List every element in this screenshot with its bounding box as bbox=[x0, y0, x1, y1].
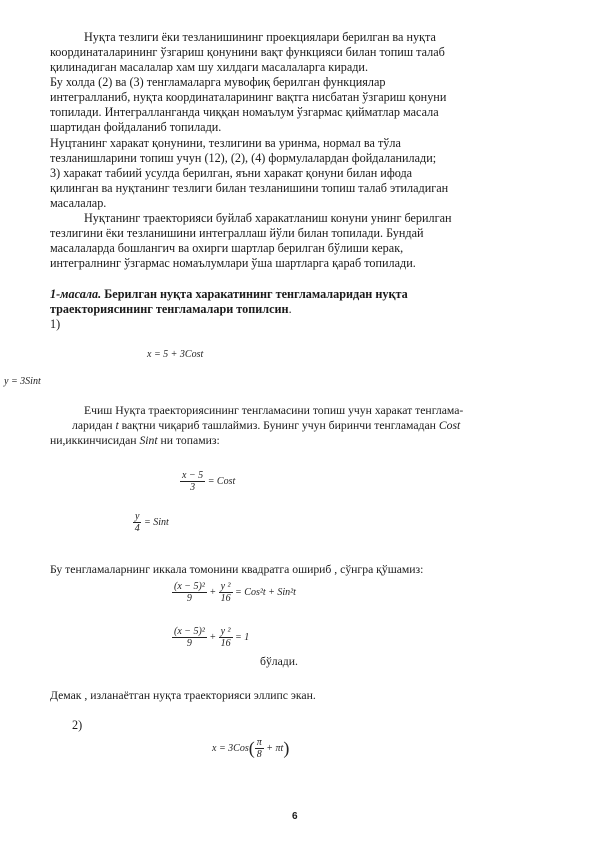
fraction-denominator: 16 bbox=[220, 638, 231, 649]
text-line: шартидан фойдаланиб топилади. bbox=[50, 120, 222, 134]
fraction bbox=[180, 470, 205, 493]
text-line: 3) харакат табиий усулда берилган, яъни харакат қонуни билан ифода bbox=[50, 166, 413, 180]
solution-text: ларидан bbox=[72, 419, 116, 432]
text-line: Нуқтанинг траекторияси буйлаб харакатланиш конуни унинг берилган bbox=[84, 211, 452, 225]
fraction bbox=[172, 626, 207, 649]
equation-ellipse: $\frac{\text{(x − 5)²}}{9}$ + $\frac{\text{y ²}}{16}$ = 1 bbox=[174, 626, 250, 649]
text-line: Нуцтанинг харакат қонунини, тезлигини ва уринма, нормал ва тўла bbox=[50, 136, 401, 150]
fraction bbox=[172, 581, 207, 604]
text-line: масалалар. bbox=[50, 196, 107, 210]
sint-term: Sint bbox=[139, 434, 158, 447]
equation-rhs: = Cos²t + Sin²t bbox=[235, 586, 296, 598]
conclusion-line: Демак , изланаётган нуқта траекторияси эллипс экан. bbox=[50, 689, 316, 702]
fraction-numerator: y ² bbox=[220, 626, 231, 637]
problem-heading-cont bbox=[50, 302, 292, 317]
problem-title-end: . bbox=[288, 302, 292, 316]
fraction bbox=[219, 581, 233, 604]
fraction-denominator: 16 bbox=[220, 593, 231, 604]
fraction-numerator: y ² bbox=[220, 581, 231, 592]
equation-rhs: = 1 bbox=[235, 631, 250, 643]
text-line: Бу холда (2) ва (3) тенгламаларга мувофиқ берилган функциялар bbox=[50, 75, 386, 89]
text-line: интегралнинг ўзгармас номаълумлари ўша шартларга қараб топилади. bbox=[50, 256, 416, 270]
equation-squared-sum: $\frac{\text{(x − 5)²}}{9}$ + $\frac{\text{y ²}}{16}$ = Cos²t + Sin²t bbox=[174, 581, 296, 604]
equation-rest: + πt bbox=[266, 742, 284, 754]
fraction bbox=[255, 737, 264, 760]
solution-text: ни топамиз: bbox=[157, 434, 220, 447]
item-number: 1) bbox=[50, 317, 61, 331]
fraction-denominator: 4 bbox=[134, 523, 140, 534]
equation-rhs: = Sint bbox=[143, 516, 169, 528]
fraction-denominator: 3 bbox=[190, 482, 196, 493]
solution-line bbox=[72, 418, 460, 433]
fraction-numerator: (x − 5)² bbox=[174, 581, 205, 592]
fraction-denominator: 9 bbox=[186, 638, 192, 649]
fraction-numerator: y bbox=[135, 511, 140, 522]
text-line: бўлади. bbox=[260, 655, 298, 668]
item-number: 2) bbox=[72, 718, 83, 732]
time-symbol: t bbox=[115, 419, 119, 432]
equation-sint bbox=[133, 511, 169, 534]
equation-x-cos: x = 3Cos( $\frac{\pi}{8}$ + πt) bbox=[212, 737, 290, 760]
text-line: Бу тенгламаларнинг иккала томонини квадратга ошириб , сўнгра қўшамиз: bbox=[50, 563, 424, 576]
equation-lhs: x = 3Cos bbox=[212, 742, 249, 754]
fraction bbox=[219, 626, 233, 649]
problem-title-2: траекториясининг тенгламалари топилсин bbox=[50, 302, 289, 316]
fraction-numerator: x − 5 bbox=[182, 470, 204, 481]
cost-term: Cost bbox=[438, 419, 461, 432]
text-line: қилинган ва нуқтанинг тезлиги билан тезланишини топиш талаб этиладиган bbox=[50, 181, 449, 195]
equation-x: x = 5 + 3Cost bbox=[147, 349, 204, 360]
text-line: координаталарининг ўзгариш қонунини вақт функцияси билан топиш талаб bbox=[50, 45, 445, 59]
solution-text: вақтни чиқариб ташлаймиз. Бунинг учун биринчи тенгламадан bbox=[118, 419, 439, 432]
text-line: масалаларда бошлангич ва охирги шартлар берилган бўлиши керак, bbox=[50, 241, 404, 255]
solution-line bbox=[50, 433, 220, 448]
problem-heading bbox=[50, 287, 408, 302]
text-line: интегралланиб, нуқта координаталарининг вақтга нисбатан ўзгариш қонуни bbox=[50, 90, 447, 104]
text-line: топилади. Интегралланганда чиққан номаълум ўзгармас қийматлар масала bbox=[50, 105, 439, 119]
fraction bbox=[133, 511, 141, 534]
fraction-numerator: (x − 5)² bbox=[174, 626, 205, 637]
equation-cost bbox=[180, 470, 235, 493]
solution-text: ни,иккинчисидан bbox=[50, 434, 140, 447]
text-line: тезлигини ёки тезланишини интеграллаш йўли билан топилади. Бундай bbox=[50, 226, 424, 240]
fraction-denominator: 9 bbox=[186, 593, 192, 604]
text-line: тезланишларини топиш учун (12), (2), (4) формулалардан фойдаланилади; bbox=[50, 151, 437, 165]
text-line: Нуқта тезлиги ёки тезланишининг проекциялари берилган ва нуқта bbox=[84, 30, 436, 44]
solution-line: Ечиш Нуқта траекториясининг тенгламасини топиш учун харакат тенглама- bbox=[84, 404, 464, 417]
fraction-denominator: 8 bbox=[256, 749, 262, 760]
fraction-numerator: π bbox=[256, 737, 262, 748]
problem-label: 1-масала. bbox=[50, 287, 102, 301]
equation-rhs: = Cost bbox=[207, 475, 236, 487]
problem-title: Берилган нуқта харакатининг тенгламаларидан нуқта bbox=[101, 287, 408, 301]
equation-y: y = 3Sint bbox=[4, 376, 41, 387]
text-line: қилинадиган масалалар хам шу хилдаги масалаларга киради. bbox=[50, 60, 368, 74]
page-number: 6 bbox=[292, 811, 298, 822]
